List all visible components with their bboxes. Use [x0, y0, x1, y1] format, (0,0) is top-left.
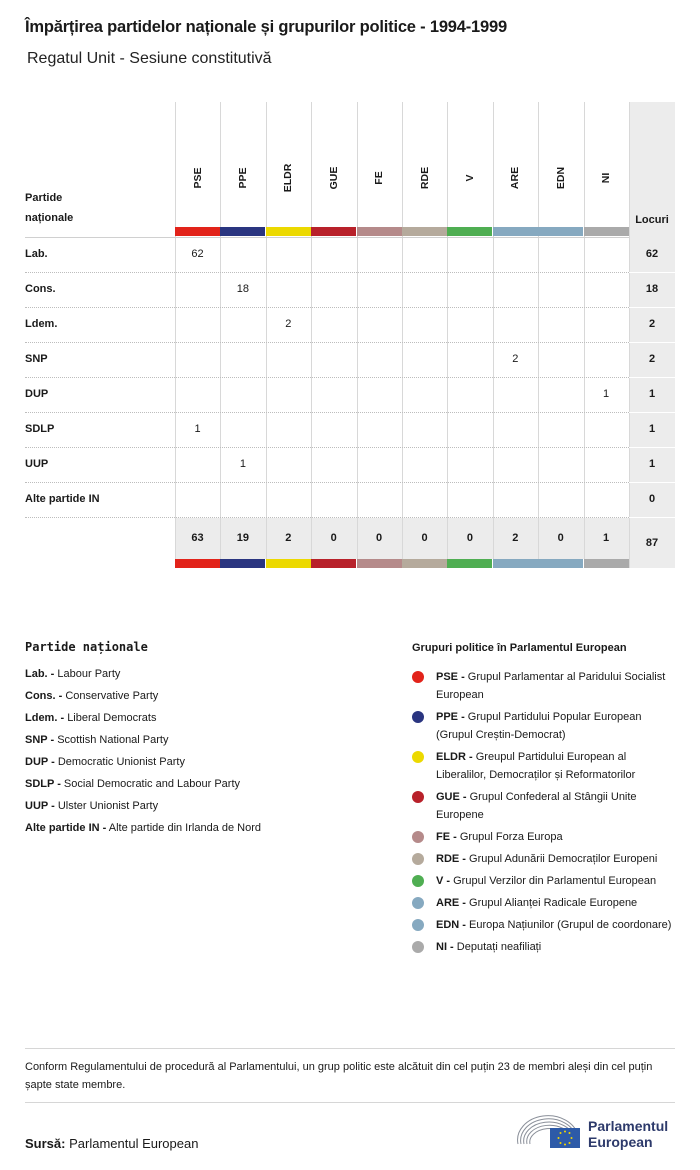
group-header-fe — [357, 122, 402, 232]
group-header-label: PPE — [236, 167, 249, 189]
party-abbr: SDLP - — [25, 778, 61, 790]
row-header-line1: Partide — [25, 192, 63, 204]
total-cell: 0 — [421, 532, 428, 544]
party-name: Scottish National Party — [57, 734, 169, 746]
party-abbr: Cons. - — [25, 690, 63, 702]
group-abbr: PSE - — [436, 671, 465, 683]
table-cell: 1 — [603, 388, 610, 400]
group-color-bar — [220, 559, 265, 568]
seats-header: Locuri — [635, 214, 669, 226]
group-color-dot — [412, 831, 424, 843]
total-cell: 0 — [376, 532, 383, 544]
logo-text — [588, 1118, 668, 1150]
group-color-bar — [357, 559, 402, 568]
row-seats: 18 — [645, 283, 659, 295]
group-abbr: GUE - — [436, 791, 467, 803]
group-header-label: PSE — [191, 167, 204, 189]
source-line — [25, 1136, 198, 1151]
group-name: Grupul Parlamentar al Paridului Socialist European — [436, 671, 666, 701]
header-divider — [25, 237, 629, 238]
total-cell: 1 — [603, 532, 610, 544]
group-name: Grupul Verzilor din Parlamentul European — [453, 875, 657, 887]
group-name: Grupul Confederal al Stângii Unite Europene — [436, 791, 637, 821]
group-name: Grupul Adunării Democraților Europeni — [469, 853, 658, 865]
row-seats: 62 — [645, 248, 659, 260]
group-abbr: FE - — [436, 831, 457, 843]
group-header-ni — [584, 122, 629, 232]
group-legend-item — [412, 708, 677, 744]
group-legend-item — [412, 850, 677, 868]
legend-parties-title: Partide naționale — [25, 640, 148, 654]
group-header-label: NI — [600, 172, 613, 184]
party-name: Ulster Unionist Party — [57, 800, 159, 812]
group-name: Grupul Partidului Popular European (Grupul Creștin-Democrat) — [436, 711, 642, 741]
seats-table — [25, 102, 675, 568]
party-name: Liberal Democrats — [67, 712, 157, 724]
party-name: Labour Party — [57, 668, 121, 680]
row-header-line2: naționale — [25, 212, 74, 224]
row-divider — [25, 307, 629, 308]
group-color-bar — [266, 227, 311, 236]
group-color-bar — [493, 559, 538, 568]
group-color-bar — [493, 227, 538, 236]
source-value: Parlamentul European — [69, 1136, 199, 1151]
party-legend-item — [25, 795, 385, 817]
total-cell: 2 — [285, 532, 292, 544]
party-abbr: SNP - — [25, 734, 55, 746]
parliament-emblem-icon — [516, 1110, 582, 1150]
row-divider — [25, 272, 629, 273]
table-cell: 2 — [512, 353, 519, 365]
legend-national-parties — [25, 640, 385, 839]
group-abbr: ARE - — [436, 897, 466, 909]
logo-line2: European — [588, 1134, 653, 1150]
row-divider — [25, 412, 629, 413]
group-legend-item — [412, 668, 677, 704]
party-abbr: UUP - — [25, 800, 55, 812]
page-subtitle: Regatul Unit - Sesiune constitutivă — [27, 50, 272, 67]
group-abbr: PPE - — [436, 711, 465, 723]
group-abbr: ELDR - — [436, 751, 473, 763]
group-color-bar — [175, 227, 220, 236]
group-color-bar — [402, 227, 447, 236]
group-color-dot — [412, 853, 424, 865]
page-title: Împărțirea partidelor naționale și grupurilor politice - 1994-1999 — [25, 18, 507, 36]
row-header-label — [25, 188, 73, 228]
group-legend-item — [412, 894, 677, 912]
group-header-are — [493, 122, 538, 232]
party-legend-item — [25, 817, 385, 839]
group-name: Europa Națiunilor (Grupul de coordonare) — [469, 919, 672, 931]
group-color-bar — [538, 559, 583, 568]
group-name: Greupul Partidului European al Liberalilor, Democraților și Reformatorilor — [436, 751, 636, 781]
group-color-bar — [584, 559, 629, 568]
party-legend-item — [25, 707, 385, 729]
group-header-label: EDN — [554, 166, 567, 190]
group-header-label: V — [463, 174, 476, 182]
group-color-dot — [412, 941, 424, 953]
row-party-label: Cons. — [25, 283, 56, 295]
group-legend-item — [412, 916, 677, 934]
row-seats: 1 — [648, 388, 656, 400]
group-abbr: EDN - — [436, 919, 466, 931]
group-color-bar — [402, 559, 447, 568]
footer-note: Conform Regulamentului de procedură al Parlamentului, un grup politic este alcătuit din cel puțin 23 de membri aleși din cel puțin șapte state membre. — [25, 1061, 653, 1091]
logo-line1: Parlamentul — [588, 1118, 669, 1134]
group-color-dot — [412, 711, 424, 723]
row-party-label: Alte partide IN — [25, 493, 100, 505]
group-header-v — [447, 122, 492, 232]
grand-total: 87 — [645, 537, 659, 549]
group-legend-item — [412, 828, 677, 846]
group-legend-item — [412, 872, 677, 890]
table-cell: 1 — [239, 458, 246, 470]
group-color-bar — [357, 227, 402, 236]
total-cell: 63 — [191, 532, 204, 544]
row-party-label: UUP — [25, 458, 49, 470]
party-legend-item — [25, 663, 385, 685]
group-legend-item — [412, 748, 677, 784]
party-abbr: DUP - — [25, 756, 55, 768]
row-seats: 0 — [648, 493, 656, 505]
total-cell: 0 — [466, 532, 473, 544]
party-legend-item — [25, 773, 385, 795]
group-header-label: FE — [373, 171, 386, 185]
european-parliament-logo — [516, 1110, 676, 1154]
group-header-label: ARE — [509, 166, 522, 190]
legend-groups-title: Grupuri politice în Parlamentul European — [412, 642, 627, 654]
group-header-label: RDE — [418, 166, 431, 190]
source-label: Sursă: — [25, 1136, 66, 1151]
group-header-label: GUE — [327, 166, 340, 190]
row-divider — [25, 482, 629, 483]
group-color-dot — [412, 671, 424, 683]
party-name: Alte partide din Irlanda de Nord — [108, 822, 262, 834]
table-cell: 2 — [285, 318, 292, 330]
row-seats: 2 — [648, 318, 656, 330]
total-cell: 19 — [236, 532, 250, 544]
row-party-label: SNP — [25, 353, 48, 365]
row-seats: 1 — [648, 458, 656, 470]
party-abbr: Ldem. - — [25, 712, 65, 724]
group-abbr: V - — [436, 875, 451, 887]
group-header-pse — [175, 122, 220, 232]
table-cell: 62 — [191, 248, 204, 260]
group-abbr: NI - — [436, 941, 454, 953]
group-header-gue — [311, 122, 356, 232]
group-legend-item — [412, 788, 677, 824]
group-header-edn — [538, 122, 583, 232]
footer-divider-top — [25, 1048, 675, 1049]
group-header-label: ELDR — [282, 163, 295, 193]
row-party-label: SDLP — [25, 423, 55, 435]
group-color-dot — [412, 875, 424, 887]
party-name: Conservative Party — [65, 690, 159, 702]
group-header-ppe — [220, 122, 265, 232]
group-color-bar — [584, 227, 629, 236]
row-seats: 2 — [648, 353, 656, 365]
group-name: Grupul Alianței Radicale Europene — [469, 897, 638, 909]
table-cell: 18 — [236, 283, 250, 295]
party-legend-item — [25, 729, 385, 751]
group-name: Deputați neafiliați — [456, 941, 542, 953]
group-color-dot — [412, 751, 424, 763]
group-name: Grupul Forza Europa — [459, 831, 563, 843]
footer-divider-bottom — [25, 1102, 675, 1103]
legend-political-groups — [412, 642, 677, 960]
total-cell: 0 — [557, 532, 564, 544]
group-header-rde — [402, 122, 447, 232]
table-cell: 1 — [194, 423, 201, 435]
group-color-bar — [447, 559, 492, 568]
party-name: Social Democratic and Labour Party — [63, 778, 241, 790]
group-color-bar — [311, 559, 356, 568]
party-legend-item — [25, 751, 385, 773]
group-color-bar — [447, 227, 492, 236]
row-party-label: Ldem. — [25, 318, 58, 330]
seats-separator — [629, 517, 675, 518]
row-divider — [25, 447, 629, 448]
row-party-label: Lab. — [25, 248, 48, 260]
party-abbr: Alte partide IN - — [25, 822, 107, 834]
group-color-dot — [412, 919, 424, 931]
group-header-eldr — [266, 122, 311, 232]
party-name: Democratic Unionist Party — [57, 756, 185, 768]
group-color-bar — [311, 227, 356, 236]
total-cell: 2 — [512, 532, 519, 544]
row-party-label: DUP — [25, 388, 49, 400]
group-color-bar — [266, 559, 311, 568]
group-color-bar — [175, 559, 220, 568]
group-legend-item — [412, 938, 677, 956]
group-color-dot — [412, 791, 424, 803]
party-legend-item — [25, 685, 385, 707]
party-abbr: Lab. - — [25, 668, 55, 680]
total-cell: 0 — [330, 532, 337, 544]
row-divider — [25, 377, 629, 378]
group-color-dot — [412, 897, 424, 909]
group-color-bar — [538, 227, 583, 236]
group-color-bar — [220, 227, 265, 236]
group-abbr: RDE - — [436, 853, 466, 865]
row-seats: 1 — [648, 423, 656, 435]
row-divider — [25, 342, 629, 343]
